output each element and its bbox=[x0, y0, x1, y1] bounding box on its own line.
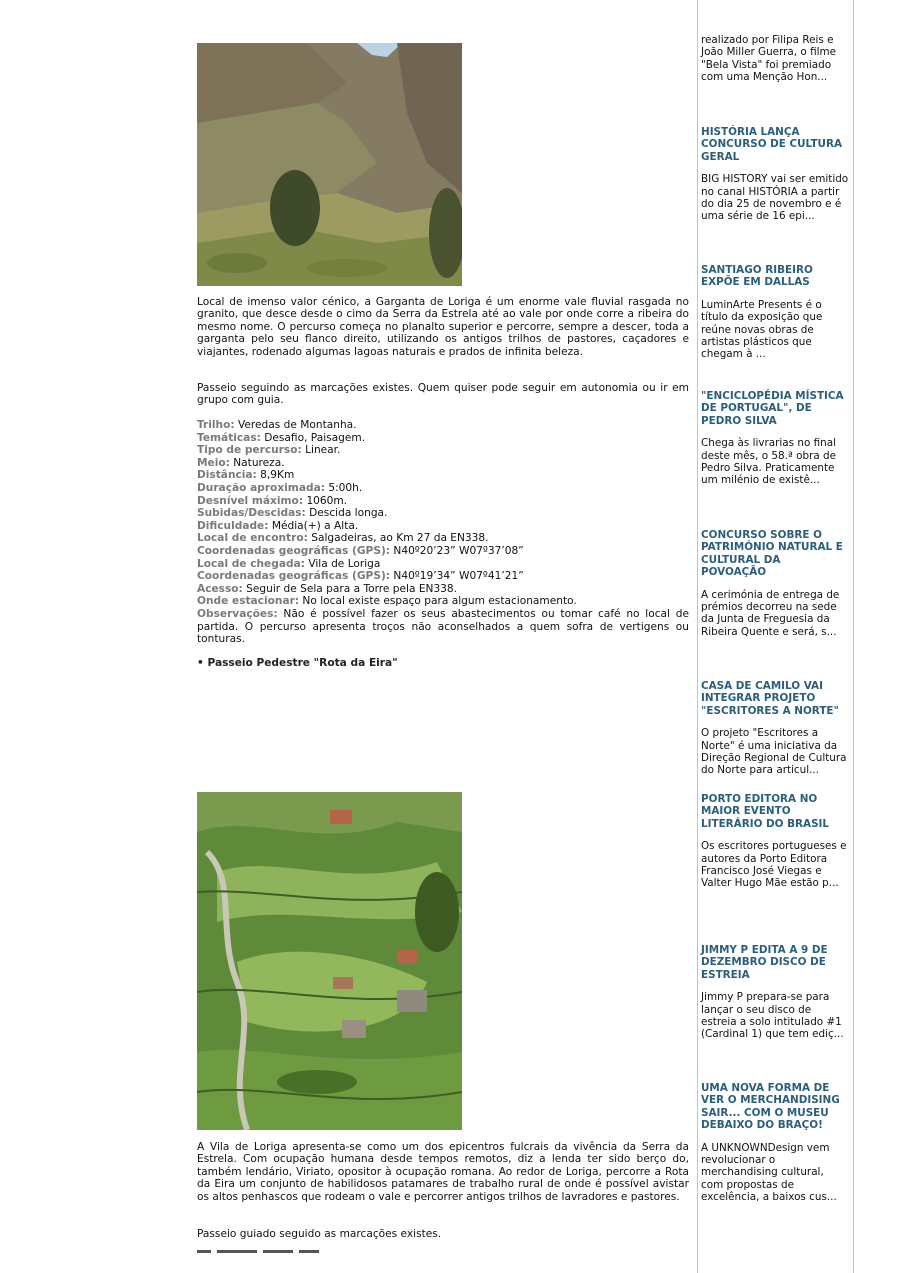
spec-item: Distância: 8,9Km bbox=[197, 469, 295, 482]
spec-item: Local de encontro: Salgadeiras, ao Km 27 da EN338. bbox=[197, 532, 489, 545]
news-summary: Jimmy P prepara-se para lançar o seu disco de estreia a solo intitulado #1 (Cardinal 1) que tem ediç... bbox=[701, 991, 844, 1041]
news-title-link[interactable]: HISTÓRIA LANÇA CONCURSO DE CULTURA GERAL bbox=[701, 126, 843, 163]
sidebar-news-item bbox=[701, 264, 849, 361]
spec-item: Observações: Não é possível fazer os seus abastecimentos ou tomar café no local de partida. O percurso apresenta troços não aconselhados a quem sofra de vertigens ou tonturas. bbox=[197, 607, 689, 646]
news-summary: LuminArte Presents é o título da exposição que reúne novas obras de artistas plásticos que chegam à ... bbox=[701, 298, 823, 361]
spec-item: Meio: Natureza. bbox=[197, 456, 285, 469]
news-summary: Os escritores portugueses e autores da Porto Editora Francisco José Viegas e Valter Hugo Mãe estão p... bbox=[701, 840, 847, 890]
sidebar-top-fragment: realizado por Filipa Reis e João Miller Guerra, o filme "Bela Vista" foi premiado com uma Menção Hon... bbox=[701, 34, 837, 84]
spec-item: Subidas/Descidas: Descida longa. bbox=[197, 507, 388, 520]
spec-item: Trilho: Veredas de Montanha. bbox=[197, 419, 357, 431]
news-sidebar bbox=[697, 0, 854, 1273]
cut-off-text bbox=[197, 1250, 337, 1256]
spec-item: Coordenadas geográficas (GPS): N40º19’34” W07º41’21” bbox=[197, 570, 524, 583]
news-title-link[interactable]: UMA NOVA FORMA DE VER O MERCHANDISING SAIR... COM O MUSEU DEBAIXO DO BRAÇO! bbox=[701, 1082, 840, 1132]
spec-item: Dificuldade: Média(+) a Alta. bbox=[197, 519, 359, 532]
spec-item: Duração aproximada: 5:00h. bbox=[197, 481, 363, 494]
spec-item: Tipo de percurso: Linear. bbox=[197, 444, 341, 457]
news-summary: A cerimónia de entrega de prémios decorreu na sede da Junta de Freguesia da Ribeira Quente e será, s... bbox=[701, 588, 840, 638]
sidebar-news-item bbox=[701, 126, 849, 223]
news-title-link[interactable]: PORTO EDITORA NO MAIOR EVENTO LITERÁRIO DO BRASIL bbox=[701, 793, 830, 830]
gorge-photo bbox=[197, 43, 462, 286]
sidebar-news-item bbox=[701, 793, 849, 890]
spec-item: Onde estacionar: No local existe espaço para algum estacionamento. bbox=[197, 595, 577, 608]
sidebar-news-item bbox=[701, 529, 849, 638]
news-summary: O projeto "Escritores a Norte" é uma iniciativa da Direção Regional de Cultura do Norte para articul... bbox=[701, 727, 847, 777]
news-summary: Chega às livrarias no final deste mês, o 58.ª obra de Pedro Silva. Praticamente um milénio de existê... bbox=[701, 437, 837, 487]
spec-item: Temáticas: Desafio, Paisagem. bbox=[197, 431, 366, 444]
article-paragraph-3: A Vila de Loriga apresenta-se como um dos epicentros fulcrais da vivência da Serra da Estrela. Com ocupação humana desde tempos remotos, diz a lenda ter sido berço do, também lendário, Viriato, opositor à ocupação romana. Ao redor de Loriga, percorre a Rota da Eira um conjunto de habilidosos patamares de trabalho rural de onde é possível avistar os altos penhascos que rodeam o vale e percorrer antigos trilhos de lavradores e pastores. bbox=[197, 1141, 689, 1203]
news-summary: A UNKNOWNDesign vem revolucionar o merchandising cultural, com propostas de excelência, a baixos cus... bbox=[701, 1141, 837, 1204]
news-title-link[interactable]: CONCURSO SOBRE O PATRIMÓNIO NATURAL E CULTURAL DA POVOAÇÃO bbox=[701, 529, 843, 579]
sidebar-news-item bbox=[701, 390, 849, 487]
news-title-link[interactable]: JIMMY P EDITA A 9 DE DEZEMBRO DISCO DE ESTREIA bbox=[701, 944, 828, 981]
spec-item: Acesso: Seguir de Sela para a Torre pela EN338. bbox=[197, 582, 458, 595]
article-paragraph-2: Passeio seguindo as marcações existes. Quem quiser pode seguir em autonomia ou ir em grupo com guia. bbox=[197, 382, 689, 407]
sidebar-news-item bbox=[701, 1082, 849, 1204]
news-title-link[interactable]: "ENCICLOPÉDIA MÍSTICA DE PORTUGAL", DE PEDRO SILVA bbox=[701, 390, 844, 427]
article-paragraph-4: Passeio guiado seguido as marcações existes. bbox=[197, 1228, 442, 1240]
village-aerial-photo bbox=[197, 792, 462, 1130]
spec-item: Desnível máximo: 1060m. bbox=[197, 494, 348, 507]
trail-specs-list bbox=[197, 419, 689, 646]
news-summary: BIG HISTORY vai ser emitido no canal HISTÓRIA a partir do dia 25 de novembro e é uma série de 16 epi... bbox=[701, 173, 849, 223]
spec-item: Coordenadas geográficas (GPS): N40º20’23” W07º37’08” bbox=[197, 544, 524, 557]
sidebar-news-item bbox=[701, 680, 849, 777]
rota-da-eira-heading[interactable]: • Passeio Pedestre "Rota da Eira" bbox=[197, 657, 398, 669]
news-title-link[interactable]: SANTIAGO RIBEIRO EXPÕE EM DALLAS bbox=[701, 264, 813, 289]
sidebar-news-item bbox=[701, 944, 849, 1041]
spec-item: Local de chegada: Vila de Loriga bbox=[197, 557, 381, 570]
article-paragraph-1: Local de imenso valor cénico, a Garganta de Loriga é um enorme vale fluvial rasgada no granito, que desce desde o cimo da Serra da Estrela até ao vale por onde corre a ribeira do mesmo nome. O percurso começa no planalto superior e percorre, sempre a descer, toda a garganta pelo seu flanco direito, utilizando os antigos trilhos de pastores, caçadores e viajantes, rodenado algumas lagoas naturais e prados de infinita beleza. bbox=[197, 296, 689, 358]
news-title-link[interactable]: CASA DE CAMILO VAI INTEGRAR PROJETO "ESCRITORES A NORTE" bbox=[701, 680, 839, 717]
